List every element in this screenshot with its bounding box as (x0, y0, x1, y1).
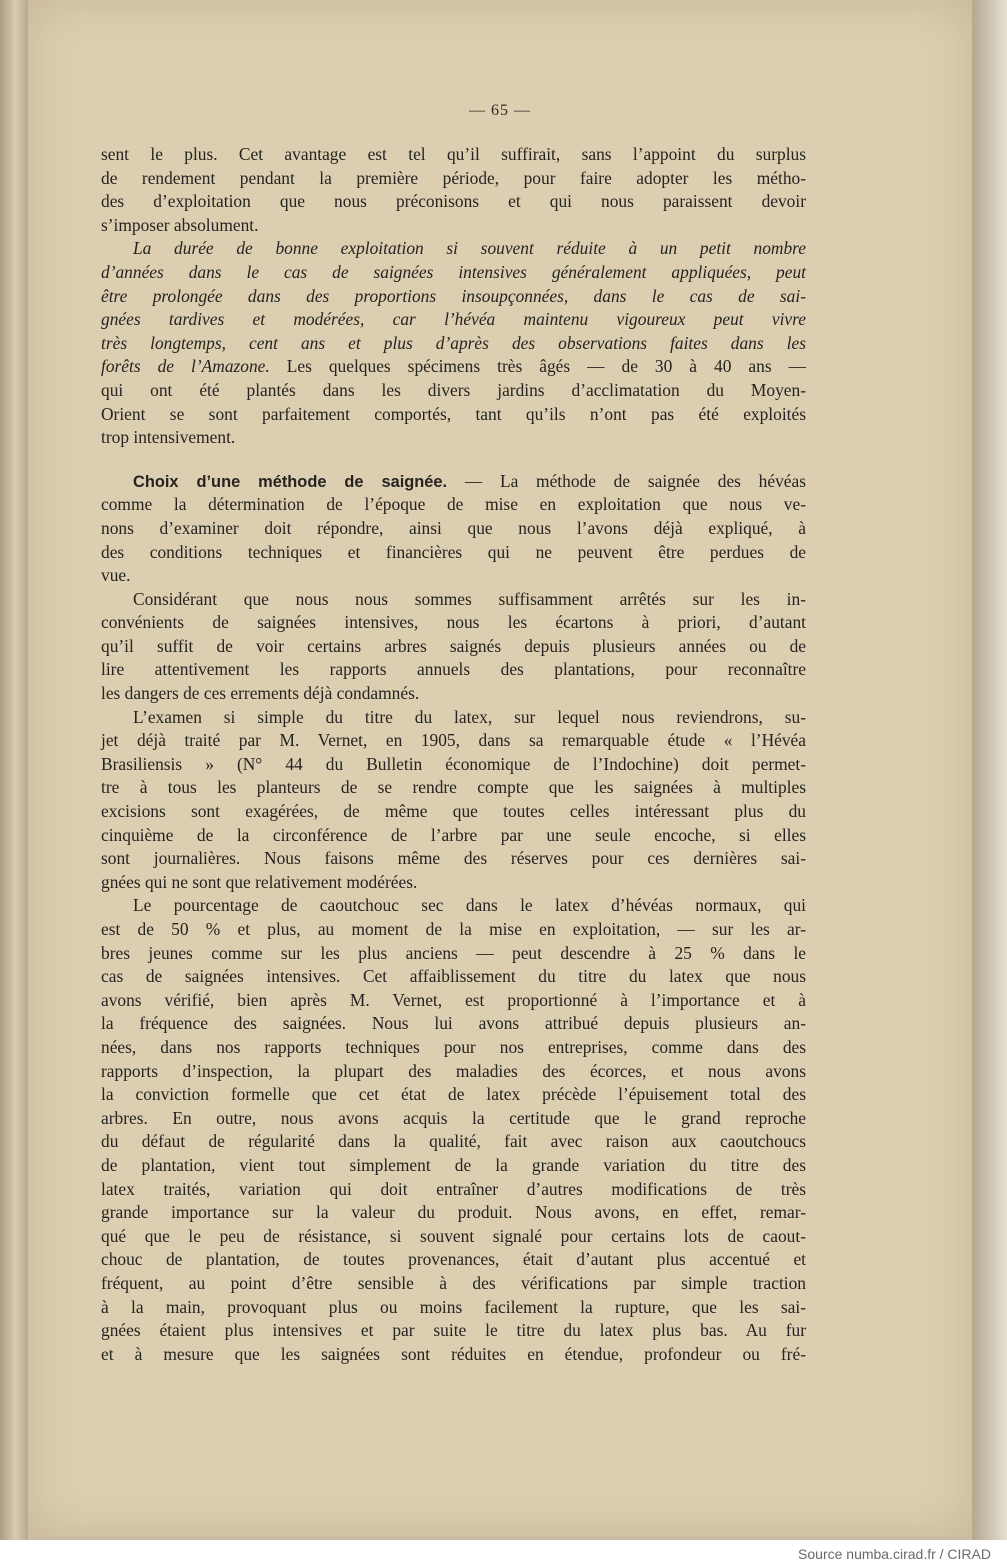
text-line: grande importance sur la valeur du produit. Nous avons, en effet, remar- (101, 1202, 806, 1223)
text-line: bres jeunes comme sur les plus anciens — peut descendre à 25 % dans le (101, 942, 806, 963)
text-line: des conditions techniques et financières qui ne peuvent être perdues de (101, 541, 806, 562)
text-line: jet déjà traité par M. Vernet, en 1905, dans sa remarquable étude « l’Hévéa (101, 730, 806, 751)
book-page (28, 0, 973, 1536)
text-line: d’années dans le cas de saignées intensives généralement appliquées, peut (101, 261, 806, 282)
paragraph-4 (101, 588, 806, 706)
text-line: et à mesure que les saignées sont réduites en étendue, profondeur ou fré- (101, 1343, 806, 1364)
text-line: trop intensivement. (101, 427, 236, 448)
text-line: La durée de bonne exploitation si souvent réduite à un petit nombre (133, 238, 806, 259)
paragraph-3 (101, 470, 806, 588)
text-line: nées, dans nos rapports techniques pour nos entreprises, comme dans des (101, 1036, 806, 1057)
text-line: Le pourcentage de caoutchouc sec dans le latex d’hévéas normaux, qui (133, 895, 806, 916)
roman-fragment: Les quelques spécimens très âgés — de 30 à 40 ans — (269, 356, 806, 377)
paragraph-1 (101, 143, 806, 237)
text-line: la conviction formelle que cet état de latex précède l’épuisement total des (101, 1084, 806, 1105)
text-line: qu’il suffit de voir certains arbres saignés depuis plusieurs années ou de (101, 635, 806, 656)
text-line: latex traités, variation qui doit entraîner d’autres modifications de très (101, 1178, 806, 1199)
text-line: s’imposer absolument. (101, 214, 259, 235)
source-credit: Source numba.cirad.fr / CIRAD (798, 1546, 991, 1562)
text-line: à la main, provoquant plus ou moins facilement la rupture, que les sai- (101, 1296, 806, 1317)
text-line: rapports d’inspection, la plupart des maladies des écorces, et nous avons (101, 1060, 806, 1081)
text-line: qué que le peu de résistance, si souvent signalé pour certains lots de caout- (101, 1225, 806, 1246)
italic-fragment: forêts de l’Amazone. (101, 356, 270, 377)
text-line: gnées étaient plus intensives et par suite le titre du latex plus bas. Au fur (101, 1320, 806, 1341)
right-page-edge (972, 0, 1007, 1540)
text-line: excisions sont exagérées, de même que toutes celles intéressant plus du (101, 801, 806, 822)
text-line: gnées qui ne sont que relativement modérées. (101, 871, 418, 892)
text-line: des d’exploitation que nous préconisons et qui nous paraissent devoir (101, 191, 806, 212)
left-page-edge (0, 0, 28, 1540)
text-line-mixed (101, 355, 806, 379)
text-line: gnées tardives et modérées, car l’hévéa maintenu vigoureux peut vivre (101, 309, 806, 330)
text-line: Considérant que nous nous sommes suffisamment arrêtés sur les in- (133, 588, 806, 609)
section-heading: Choix d’une méthode de saignée. (133, 472, 448, 491)
text-line: Brasiliensis » (N° 44 du Bulletin économique de l’Indochine) doit permet- (101, 753, 806, 774)
text-line: être prolongée dans des proportions insoupçonnées, dans le cas de sai- (101, 285, 806, 306)
text-line: avons vérifié, bien après M. Vernet, est proportionné à l’importance et à (101, 989, 806, 1010)
text-line: L’examen si simple du titre du latex, sur lequel nous reviendrons, su- (133, 706, 806, 727)
text-line: de plantation, vient tout simplement de la grande variation du titre des (101, 1154, 806, 1175)
page-number: — 65 — (469, 102, 531, 119)
text-line: chouc de plantation, de toutes provenances, était d’autant plus accentué et (101, 1249, 806, 1270)
text-line: Orient se sont parfaitement comportés, tant qu’ils n’ont pas été exploités (101, 403, 806, 424)
text-line: lire attentivement les rapports annuels des plantations, pour reconnaître (101, 659, 806, 680)
heading-continuation: — La méthode de saignée des hévéas (447, 470, 806, 491)
paragraph-2 (101, 237, 806, 449)
text-line: convénients de saignées intensives, nous les écartons à priori, d’autant (101, 612, 806, 633)
text-line: vue. (101, 565, 131, 586)
text-line: comme la détermination de l’époque de mise en exploitation que nous ve- (101, 494, 806, 515)
text-line: très longtemps, cent ans et plus d’après des observations faites dans les (101, 332, 806, 353)
text-line: qui ont été plantés dans les divers jardins d’acclimatation du Moyen- (101, 379, 806, 400)
text-line: cas de saignées intensives. Cet affaiblissement du titre du latex que nous (101, 966, 806, 987)
paragraph-6 (101, 894, 806, 1366)
text-line-heading (101, 470, 806, 494)
text-line: du défaut de régularité dans la qualité, fait avec raison aux caoutchoucs (101, 1131, 806, 1152)
text-line: tre à tous les planteurs de se rendre compte que les saignées à multiples (101, 777, 806, 798)
text-line: fréquent, au point d’être sensible à des vérifications par simple traction (101, 1272, 806, 1293)
text-line: sont journalières. Nous faisons même des réserves pour ces dernières sai- (101, 848, 806, 869)
text-line: la fréquence des saignées. Nous lui avons attribué depuis plusieurs an- (101, 1013, 806, 1034)
text-line: cinquième de la circonférence de l’arbre par une seule encoche, si elles (101, 824, 806, 845)
text-line: les dangers de ces errements déjà condamnés. (101, 683, 420, 704)
text-line: sent le plus. Cet avantage est tel qu’il suffirait, sans l’appoint du surplus (101, 144, 806, 164)
text-line: arbres. En outre, nous avons acquis la certitude que le grand reproche (101, 1107, 806, 1128)
text-line: est de 50 % et plus, au moment de la mise en exploitation, — sur les ar- (101, 919, 806, 939)
body-text (101, 143, 806, 1366)
text-line: de rendement pendant la première période, pour faire adopter les métho- (101, 167, 806, 188)
section-gap (101, 450, 806, 470)
paragraph-5 (101, 706, 806, 895)
text-line: nons d’examiner doit répondre, ainsi que nous l’avons déjà expliqué, à (101, 517, 806, 538)
